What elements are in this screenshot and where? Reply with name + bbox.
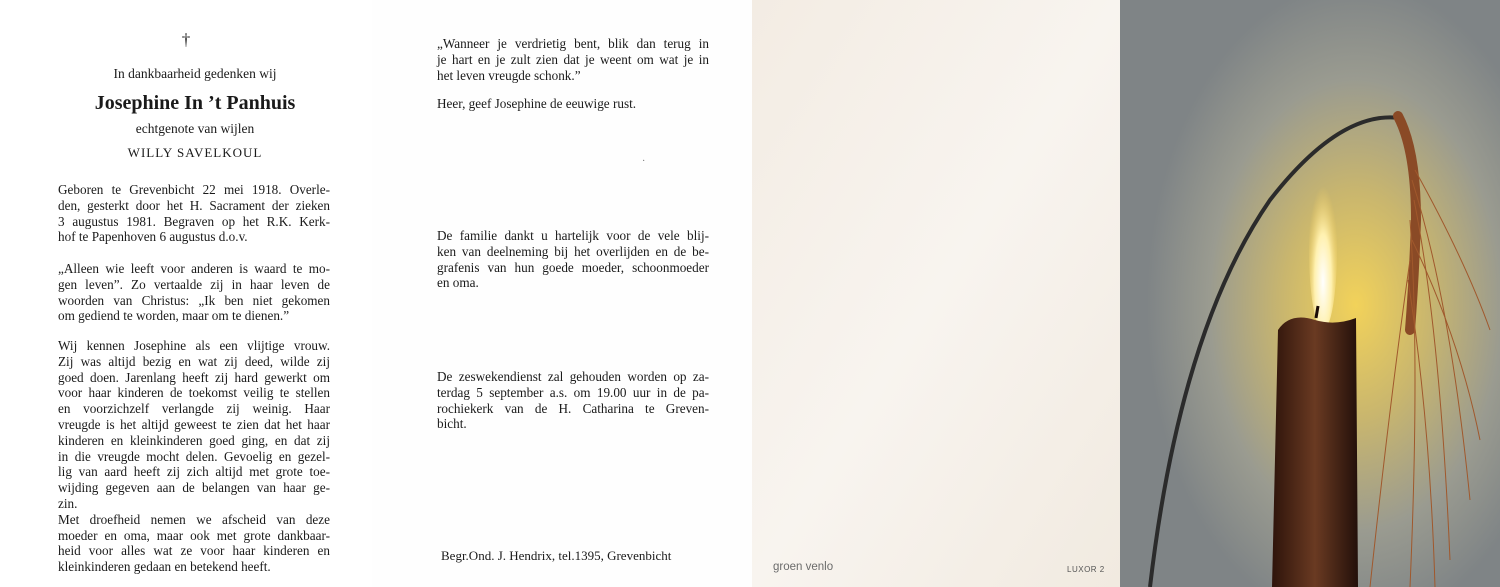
birth-death-paragraph xyxy=(58,182,330,245)
text-line: het leven vreugde schonk.” xyxy=(437,67,581,83)
paper-texture xyxy=(752,0,1120,587)
text-line: in die vreugde mocht delen. Gevoelig en gezel- xyxy=(58,448,330,464)
text-line: „Wanneer je verdrietig bent, blik dan terug in xyxy=(437,36,709,51)
text-line: woorden van Christus: „Ik ben niet gekomen xyxy=(58,292,330,308)
text-line: rochiekerk van de H. Catharina te Greven- xyxy=(437,400,709,416)
text-line: goed doen. Jarenlang heeft zij hard gewerkt om xyxy=(58,369,330,385)
paper-mark: · xyxy=(642,156,646,167)
text-line: moeder en oma, maar ook met grote dankbaar- xyxy=(58,527,330,543)
text-line: kleinkinderen gedaan en betekend heeft. xyxy=(58,559,271,575)
service-paragraph xyxy=(437,369,709,432)
card-code: LUXOR 2 xyxy=(1067,565,1105,574)
prayer-line xyxy=(437,96,709,112)
text-line: terdag 5 september a.s. om 19.00 uur in de pa- xyxy=(437,384,709,400)
cross-icon: † xyxy=(181,30,191,49)
text-line: voor haar kinderen de toekomst veilig te stellen xyxy=(58,385,330,401)
spouse-intro: echtgenote van wijlen xyxy=(135,121,255,136)
text-line: lig van aard heeft zij zich altijd met grote toe- xyxy=(58,464,330,480)
text-line: Wij kennen Josephine als een vlijtige vrouw. xyxy=(58,338,330,353)
undertaker-line: Begr.Ond. J. Hendrix, tel.1395, Grevenbicht xyxy=(441,548,672,563)
text-line: De familie dankt u hartelijk voor de vele blij- xyxy=(437,228,709,243)
text-line: en voorzichzelf verlangde zij weinig. Haar xyxy=(58,401,330,417)
biography-paragraph xyxy=(58,338,330,575)
text-line: 3 augustus 1981. Begraven op het R.K. Kerk- xyxy=(58,213,330,229)
right-page xyxy=(372,0,752,587)
spouse-name: WILLY SAVELKOUL xyxy=(127,145,263,160)
candle-wheat-photo xyxy=(1120,0,1500,587)
text-line: vreugde is het altijd geweest te zien dat het haar xyxy=(58,416,330,432)
text-line: kinderen en kleinkinderen goed ging, en dat zij xyxy=(58,432,330,448)
text-line: bicht. xyxy=(437,416,467,432)
candle xyxy=(1272,318,1358,587)
text-line: je hart en je zult zien dat je weent om wat je in xyxy=(437,51,709,67)
text-line: wijding gegeven aan de belangen van haar ge- xyxy=(58,480,330,496)
text-line: heid voor alles wat ze voor haar kinderen en xyxy=(58,543,330,559)
thanks-paragraph xyxy=(437,228,709,291)
text-line: gen leven”. Zo vertaalde zij in haar leven de xyxy=(58,276,330,292)
quote-paragraph xyxy=(58,261,330,324)
back-cover xyxy=(752,0,1120,587)
printer-mark: groen venlo xyxy=(773,561,834,573)
text-line: zin. xyxy=(58,495,78,511)
text-line: hof te Papenhoven 6 augustus d.o.v. xyxy=(58,229,248,245)
text-line: Heer, geef Josephine de eeuwige rust. xyxy=(437,96,637,111)
text-line: De zeswekendienst zal gehouden worden op za- xyxy=(437,369,709,384)
text-line: ken van deelneming bij het overlijden en de be- xyxy=(437,243,709,259)
text-line: Zij was altijd bezig en wat zij deed, wilde zij xyxy=(58,353,330,369)
intro-text: In dankbaarheid gedenken wij xyxy=(113,66,277,81)
deceased-name: Josephine In ’t Panhuis xyxy=(94,92,296,114)
quote-paragraph-2 xyxy=(437,36,709,83)
text-line: grafenis van hun goede moeder, schoonmoeder xyxy=(437,259,709,275)
text-line: den, gesterkt door het H. Sacrament der zieken xyxy=(58,197,330,213)
text-line: en oma. xyxy=(437,275,479,291)
flame xyxy=(1309,170,1337,330)
left-page xyxy=(0,0,372,587)
text-line: „Alleen wie leeft voor anderen is waard te mo- xyxy=(58,261,330,276)
text-line: om gediend te worden, maar om te dienen.” xyxy=(58,308,290,324)
front-cover xyxy=(1120,0,1500,587)
text-line: Geboren te Grevenbicht 22 mei 1918. Overle- xyxy=(58,182,330,197)
wick xyxy=(1316,306,1318,318)
text-line: Met droefheid nemen we afscheid van deze xyxy=(58,511,330,527)
